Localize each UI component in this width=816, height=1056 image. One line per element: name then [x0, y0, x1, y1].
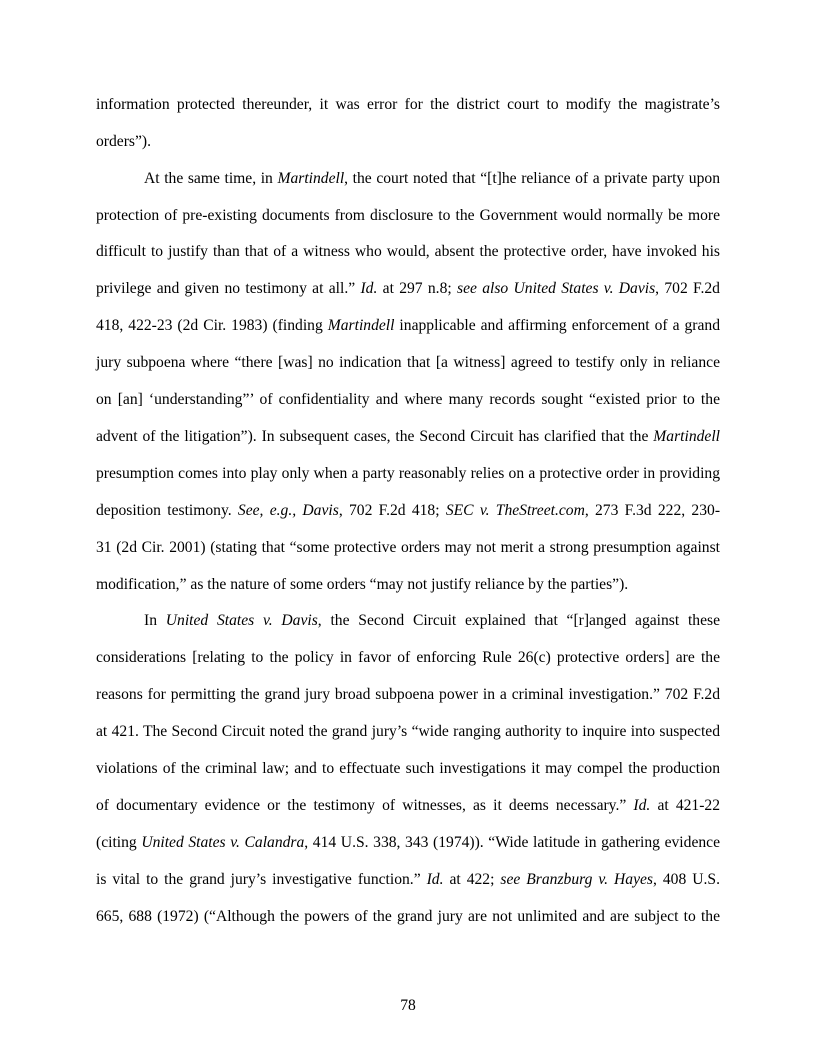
text-run: 31 (2d Cir. 2001) (stating that “some protective orders may not merit a strong presumption against	[96, 539, 720, 556]
p2-line-1	[144, 169, 720, 189]
text-run: , 414 U.S. 338, 343 (1974)). “Wide latitude in gathering evidence	[304, 834, 720, 851]
text-run: In	[144, 612, 166, 629]
text-run: at 421. The Second Circuit noted the grand jury’s “wide ranging authority to inquire into suspected	[96, 723, 720, 740]
p3-line-7	[96, 833, 720, 853]
p2-line-10	[96, 501, 720, 521]
case-name-italic: United States v. Davis	[165, 612, 318, 629]
text-run: orders”).	[96, 133, 151, 150]
p3-line-2	[96, 648, 720, 668]
text-run: at 422;	[443, 871, 501, 888]
case-name-italic: Martindell	[327, 317, 395, 334]
text-run: , the Second Circuit explained that “[r]anged against these	[317, 612, 721, 629]
citation-italic: See, e.g., Davis	[237, 502, 339, 519]
p3-line-1	[144, 611, 720, 631]
case-name-italic: Martindell	[653, 428, 720, 445]
text-run: At the same time, in	[144, 170, 278, 187]
text-run: , 702 F.2d 418;	[338, 502, 446, 519]
text-run: at 421-22	[650, 797, 720, 814]
text-run: privilege and given no testimony at all.”	[96, 280, 361, 297]
p2-line-9	[96, 464, 720, 484]
text-run: , 408 U.S.	[653, 871, 720, 888]
case-name-italic: United States v. Calandra	[141, 834, 305, 851]
citation-italic: Id.	[633, 797, 651, 814]
page-number: 78	[400, 997, 416, 1014]
text-run: at 297 n.8;	[377, 280, 458, 297]
p3-line-8	[96, 870, 720, 890]
text-run: is vital to the grand jury’s investigative function.”	[96, 871, 427, 888]
p1-line-2	[96, 132, 720, 152]
citation-italic: Id.	[360, 280, 378, 297]
text-run: advent of the litigation”). In subsequent cases, the Second Circuit has clarified that the	[96, 428, 654, 445]
text-run: deposition testimony.	[96, 502, 238, 519]
text-run: violations of the criminal law; and to effectuate such investigations it may compel the production	[96, 760, 720, 777]
p3-line-5	[96, 759, 720, 779]
text-run: difficult to justify than that of a witness who would, absent the protective order, have invoked his	[96, 243, 720, 260]
text-run: protection of pre-existing documents from disclosure to the Government would normally be more	[96, 207, 720, 224]
text-run: of documentary evidence or the testimony of witnesses, as it deems necessary.”	[96, 797, 634, 814]
p2-line-8	[96, 427, 720, 447]
case-name-italic: Martindell	[277, 170, 345, 187]
text-run: presumption comes into play only when a party reasonably relies on a protective order in providing	[96, 465, 720, 482]
text-run: , 702 F.2d	[655, 280, 720, 297]
p3-line-4	[96, 722, 720, 742]
p2-line-2	[96, 206, 720, 226]
p2-line-12	[96, 575, 720, 595]
text-run: 418, 422-23 (2d Cir. 1983) (finding	[96, 317, 328, 334]
text-run: considerations [relating to the policy in favor of enforcing Rule 26(c) protective orders] are the	[96, 649, 720, 666]
text-run: inapplicable and affirming enforcement of a grand	[394, 317, 721, 334]
text-run: modification,” as the nature of some orders “may not justify reliance by the parties”).	[96, 576, 629, 593]
p2-line-11	[96, 538, 720, 558]
p2-line-3	[96, 242, 720, 262]
p2-line-6	[96, 353, 720, 373]
text-run: reasons for permitting the grand jury broad subpoena power in a criminal investigation.” 702 F.2d	[96, 686, 720, 703]
p3-line-9	[96, 907, 720, 927]
text-run: , 273 F.3d 222, 230-	[584, 502, 721, 519]
citation-italic: see Branzburg v. Hayes	[500, 871, 653, 888]
p2-line-7	[96, 390, 720, 410]
citation-italic: Id.	[426, 871, 444, 888]
p2-line-4	[96, 279, 720, 299]
citation-italic: see also United States v. Davis	[457, 280, 656, 297]
text-run: 665, 688 (1972) (“Although the powers of the grand jury are not unlimited and are subject to the	[96, 908, 720, 925]
text-run: jury subpoena where “there [was] no indication that [a witness] agreed to testify only in reliance	[96, 354, 720, 371]
p3-line-3	[96, 685, 720, 705]
p3-line-6	[96, 796, 720, 816]
text-run: , the court noted that “[t]he reliance of a private party upon	[344, 170, 720, 187]
text-run: (citing	[96, 834, 142, 851]
p1-line-1	[96, 95, 720, 115]
text-run: information protected thereunder, it was error for the district court to modify the magistrate’s	[96, 96, 720, 113]
p2-line-5	[96, 316, 720, 336]
citation-italic: SEC v. TheStreet.com	[445, 502, 585, 519]
text-run: on [an] ‘understanding”’ of confidentiality and where many records sought “existed prior to the	[96, 391, 720, 408]
